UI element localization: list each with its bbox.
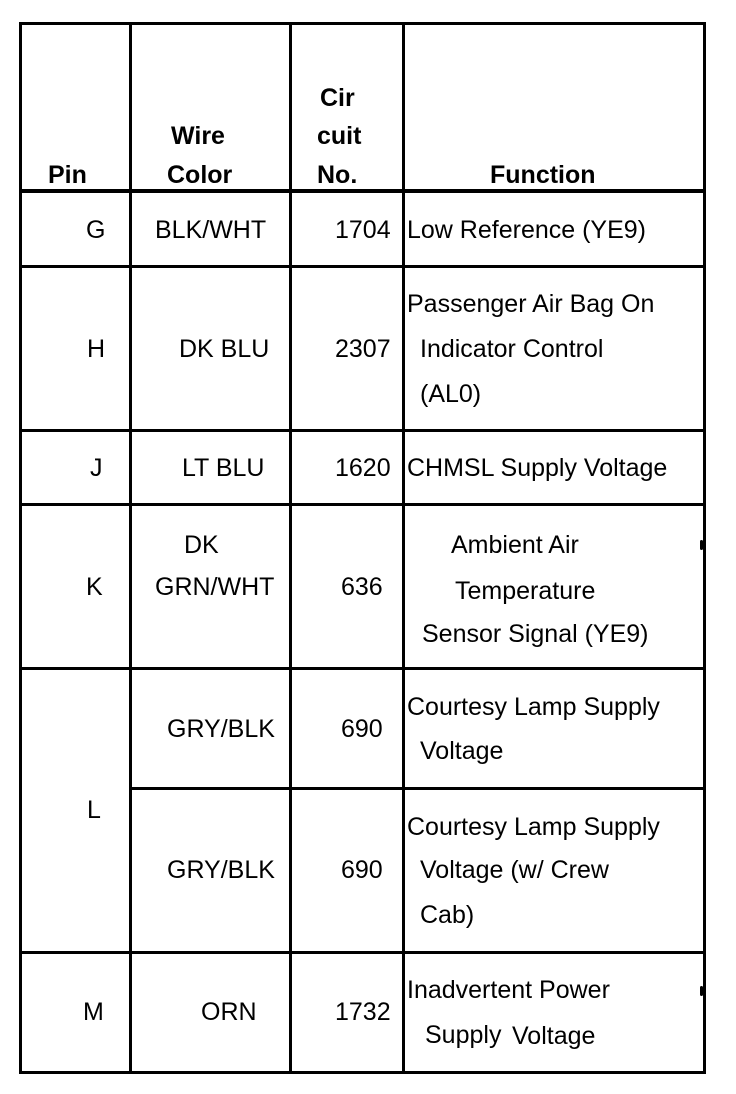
table-border-left [19, 24, 22, 1074]
header-wire-color-line2: Color [167, 161, 233, 189]
circuit-number-cell: 1620 [335, 454, 391, 482]
column-divider-circuit [402, 24, 405, 1074]
table-border-right [703, 24, 706, 1074]
function-cell-line2: Voltage (w/ Crew [420, 856, 609, 884]
wire-color-cell-line2: GRN/WHT [155, 573, 275, 601]
function-cell-line1: Courtesy Lamp Supply [407, 693, 660, 721]
header-pin: Pin [48, 161, 87, 189]
wire-color-cell: DK BLU [179, 335, 270, 363]
wire-color-cell-line1: DK [184, 531, 219, 559]
row-divider [19, 429, 706, 432]
circuit-number-cell: 636 [341, 573, 383, 601]
wire-color-cell: BLK/WHT [155, 216, 267, 244]
header-function: Function [490, 161, 596, 189]
pin-cell: J [90, 454, 103, 482]
row-divider [19, 667, 706, 670]
clipped-mark [700, 540, 703, 550]
function-cell-line2: Indicator Control [420, 335, 604, 363]
wire-color-cell: GRY/BLK [167, 715, 275, 743]
header-circuit-line2: cuit [317, 122, 362, 150]
function-cell-line1: Passenger Air Bag On [407, 290, 655, 318]
header-circuit-line3: No. [317, 161, 358, 189]
function-cell: CHMSL Supply Voltage [407, 454, 668, 482]
function-cell-line2: Temperature [455, 577, 596, 605]
circuit-number-cell: 1704 [335, 216, 391, 244]
table-border-bottom [19, 1071, 706, 1074]
column-divider-wire [289, 24, 292, 1074]
function-cell-line1: Inadvertent Power [407, 976, 610, 1004]
pin-cell: M [83, 998, 104, 1026]
wire-color-cell: ORN [201, 998, 257, 1026]
circuit-number-cell: 1732 [335, 998, 391, 1026]
row-divider [19, 265, 706, 268]
function-cell-line1: Ambient Air [451, 531, 579, 559]
table-border-top [19, 22, 706, 25]
column-divider-pin [129, 24, 132, 1074]
function-cell-line3: (AL0) [420, 380, 482, 408]
pin-cell: K [86, 573, 103, 601]
row-divider-partial [129, 787, 706, 790]
header-circuit-line1: Cir [320, 84, 355, 112]
header-divider [19, 189, 706, 193]
function-cell-line2: Voltage [420, 737, 504, 765]
clipped-mark [700, 986, 703, 996]
circuit-number-cell: 690 [341, 856, 383, 884]
function-cell: Low Reference (YE9) [407, 216, 647, 244]
pin-cell: H [87, 335, 106, 363]
pin-cell: L [87, 796, 101, 824]
circuit-number-cell: 2307 [335, 335, 391, 363]
row-divider [19, 503, 706, 506]
function-cell-line2a: Supply [425, 1021, 502, 1049]
wire-color-cell: GRY/BLK [167, 856, 275, 884]
wire-color-cell: LT BLU [182, 454, 265, 482]
function-cell-line1: Courtesy Lamp Supply [407, 813, 660, 841]
header-wire-color-line1: Wire [171, 122, 225, 150]
circuit-number-cell: 690 [341, 715, 383, 743]
row-divider [19, 951, 706, 954]
function-cell-line3: Cab) [420, 901, 475, 929]
function-cell-line2b: Voltage [512, 1022, 596, 1050]
pin-cell: G [86, 216, 106, 244]
function-cell-line3: Sensor Signal (YE9) [422, 620, 649, 648]
